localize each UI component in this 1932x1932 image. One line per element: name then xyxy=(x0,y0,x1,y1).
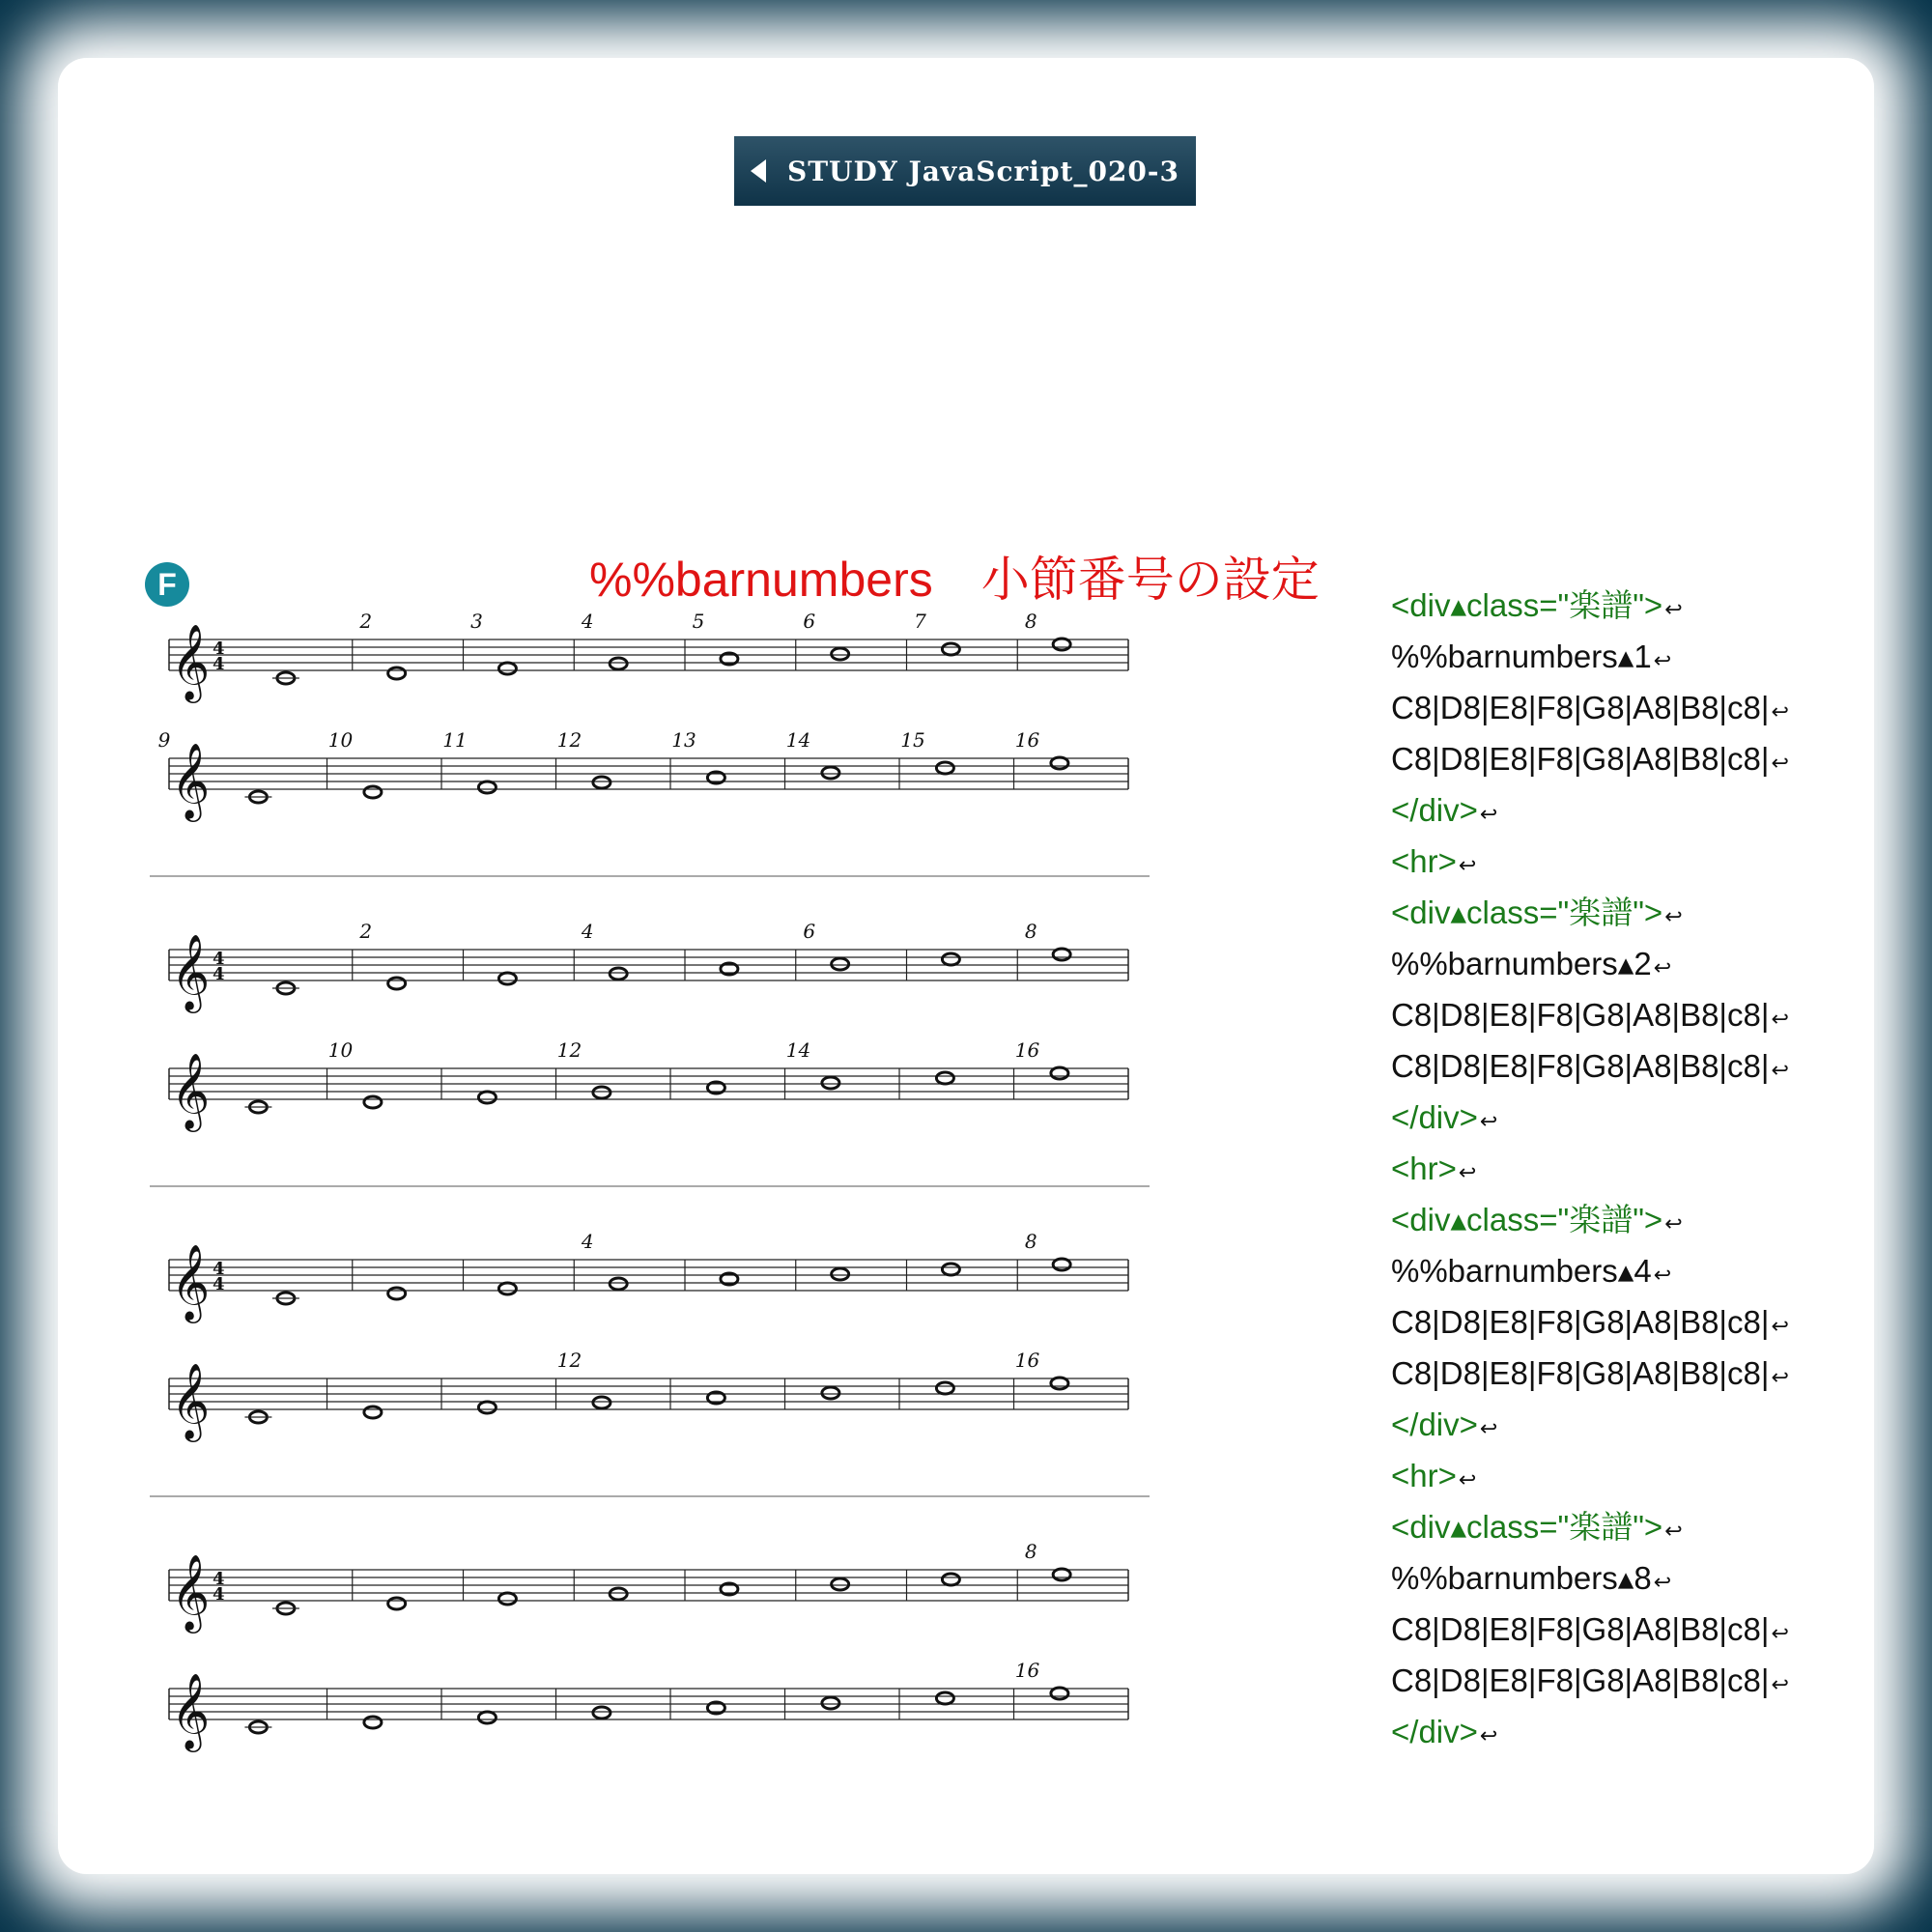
whole-note xyxy=(1053,1259,1070,1270)
return-icon: ↩ xyxy=(1771,1058,1789,1082)
treble-clef-icon: 𝄞 xyxy=(171,934,211,1010)
code-line xyxy=(1391,836,1789,887)
whole-note xyxy=(364,1406,382,1418)
return-icon: ↩ xyxy=(1653,1570,1672,1594)
bar-number: 2 xyxy=(359,610,373,633)
treble-clef-icon: 𝄞 xyxy=(171,743,211,819)
bar-number: 7 xyxy=(914,610,926,633)
code-line-text: C8|D8|E8|F8|G8|A8|B8|c8| xyxy=(1391,1611,1770,1647)
code-line-text: C8|D8|E8|F8|G8|A8|B8|c8| xyxy=(1391,741,1770,777)
return-icon: ↩ xyxy=(1771,1672,1789,1696)
whole-note xyxy=(478,1092,496,1103)
code-line xyxy=(1391,1399,1789,1450)
code-line xyxy=(1391,1655,1789,1706)
code-line-text: %%barnumbers▴2 xyxy=(1391,946,1652,981)
treble-clef-icon: 𝄞 xyxy=(171,624,211,700)
code-line-text: <div▴class="楽譜"> xyxy=(1391,587,1663,623)
bar-number: 8 xyxy=(1024,610,1037,633)
whole-note xyxy=(822,1697,839,1709)
code-line-text: C8|D8|E8|F8|G8|A8|B8|c8| xyxy=(1391,997,1770,1033)
whole-note xyxy=(822,1077,839,1089)
code-line-text: C8|D8|E8|F8|G8|A8|B8|c8| xyxy=(1391,1662,1770,1698)
time-signature-bottom: 4 xyxy=(213,1274,225,1294)
triangle-left-icon xyxy=(751,159,766,183)
time-signature-top: 4 xyxy=(213,639,225,659)
return-icon: ↩ xyxy=(1653,648,1672,672)
return-icon: ↩ xyxy=(1771,1621,1789,1645)
whole-note xyxy=(364,1717,382,1728)
time-signature-bottom: 4 xyxy=(213,964,225,984)
code-line xyxy=(1391,1604,1789,1655)
whole-note xyxy=(478,1712,496,1723)
return-icon: ↩ xyxy=(1479,1723,1498,1747)
bar-number: 11 xyxy=(442,728,468,752)
whole-note xyxy=(832,958,849,970)
code-line-text: <div▴class="楽譜"> xyxy=(1391,1202,1663,1237)
bar-number: 14 xyxy=(785,1038,811,1062)
return-icon: ↩ xyxy=(1458,1467,1477,1492)
whole-note xyxy=(610,658,627,669)
code-line-text: C8|D8|E8|F8|G8|A8|B8|c8| xyxy=(1391,1355,1770,1391)
whole-note xyxy=(610,1588,627,1600)
bar-number: 16 xyxy=(1014,1038,1040,1062)
whole-note xyxy=(936,1072,953,1084)
bar-number: 16 xyxy=(1014,1659,1040,1682)
bar-number: 6 xyxy=(803,920,816,943)
bar-number: 3 xyxy=(470,610,483,633)
return-icon: ↩ xyxy=(1771,699,1789,724)
time-signature-top: 4 xyxy=(213,1259,225,1279)
bar-number: 10 xyxy=(327,728,354,752)
whole-note xyxy=(1051,757,1068,769)
whole-note xyxy=(832,648,849,660)
time-signature-bottom: 4 xyxy=(213,1584,225,1605)
time-signature-top: 4 xyxy=(213,1569,225,1589)
bar-number: 13 xyxy=(671,728,696,752)
whole-note xyxy=(942,1574,959,1585)
code-line xyxy=(1391,784,1789,836)
section-badge: F xyxy=(145,562,189,607)
code-line-text: <div▴class="楽譜"> xyxy=(1391,1509,1663,1545)
code-line-text: </div> xyxy=(1391,1714,1478,1749)
time-signature-top: 4 xyxy=(213,949,225,969)
whole-note xyxy=(822,767,839,779)
whole-note xyxy=(498,1283,516,1294)
code-line xyxy=(1391,1450,1789,1501)
code-line xyxy=(1391,580,1789,631)
study-button-label: STUDY JavaScript_020-3 xyxy=(786,155,1179,187)
code-line xyxy=(1391,1245,1789,1296)
return-icon: ↩ xyxy=(1479,1416,1498,1440)
return-icon: ↩ xyxy=(1664,1519,1683,1543)
code-line-text: </div> xyxy=(1391,1099,1478,1135)
bar-number: 15 xyxy=(900,728,925,752)
return-icon: ↩ xyxy=(1479,1109,1498,1133)
bar-number: 4 xyxy=(581,610,594,633)
whole-note xyxy=(942,643,959,655)
code-line-text: C8|D8|E8|F8|G8|A8|B8|c8| xyxy=(1391,1304,1770,1340)
whole-note xyxy=(498,1593,516,1605)
code-line xyxy=(1391,887,1789,938)
code-listing xyxy=(1391,580,1789,1757)
code-line xyxy=(1391,938,1789,989)
code-line-text: <hr> xyxy=(1391,1458,1457,1493)
return-icon: ↩ xyxy=(1664,1211,1683,1236)
whole-note xyxy=(593,1397,611,1408)
whole-note xyxy=(942,953,959,965)
bar-number: 9 xyxy=(157,728,171,752)
code-line xyxy=(1391,1501,1789,1552)
return-icon: ↩ xyxy=(1653,955,1672,980)
bar-number: 12 xyxy=(556,1349,582,1372)
whole-note xyxy=(593,1087,611,1098)
whole-note xyxy=(1051,1378,1068,1389)
study-back-button[interactable] xyxy=(734,136,1196,206)
whole-note xyxy=(832,1268,849,1280)
whole-note xyxy=(478,781,496,793)
whole-note xyxy=(478,1402,496,1413)
return-icon: ↩ xyxy=(1664,597,1683,621)
return-icon: ↩ xyxy=(1458,853,1477,877)
whole-note xyxy=(822,1387,839,1399)
code-line-text: <div▴class="楽譜"> xyxy=(1391,895,1663,930)
whole-note xyxy=(1051,1067,1068,1079)
code-line-text: %%barnumbers▴4 xyxy=(1391,1253,1652,1289)
whole-note xyxy=(388,668,406,679)
whole-note xyxy=(1051,1688,1068,1699)
whole-note xyxy=(1053,639,1070,650)
music-score xyxy=(135,599,1159,1758)
treble-clef-icon: 𝄞 xyxy=(171,1554,211,1631)
whole-note xyxy=(593,777,611,788)
code-line xyxy=(1391,1092,1789,1143)
bar-number: 8 xyxy=(1024,1230,1037,1253)
bar-number: 16 xyxy=(1014,728,1040,752)
whole-note xyxy=(388,1598,406,1609)
code-line xyxy=(1391,682,1789,733)
code-line xyxy=(1391,1194,1789,1245)
treble-clef-icon: 𝄞 xyxy=(171,1363,211,1439)
code-line-text: C8|D8|E8|F8|G8|A8|B8|c8| xyxy=(1391,690,1770,725)
whole-note xyxy=(942,1264,959,1275)
code-line xyxy=(1391,631,1789,682)
bar-number: 8 xyxy=(1024,920,1037,943)
bar-number: 14 xyxy=(785,728,811,752)
whole-note xyxy=(1053,1569,1070,1580)
code-line-text: %%barnumbers▴8 xyxy=(1391,1560,1652,1596)
return-icon: ↩ xyxy=(1771,1314,1789,1338)
code-line-text: C8|D8|E8|F8|G8|A8|B8|c8| xyxy=(1391,1048,1770,1084)
whole-note xyxy=(498,973,516,984)
code-line-text: <hr> xyxy=(1391,843,1457,879)
bar-number: 16 xyxy=(1014,1349,1040,1372)
code-line xyxy=(1391,733,1789,784)
whole-note xyxy=(610,968,627,980)
bar-number: 8 xyxy=(1024,1540,1037,1563)
whole-note xyxy=(593,1707,611,1719)
return-icon: ↩ xyxy=(1771,1365,1789,1389)
bar-number: 5 xyxy=(692,610,705,633)
whole-note xyxy=(498,663,516,674)
bar-number: 4 xyxy=(581,1230,594,1253)
code-line-text: </div> xyxy=(1391,1406,1478,1442)
return-icon: ↩ xyxy=(1664,904,1683,928)
page-heading: %%barnumbers 小節番号の設定 xyxy=(589,553,1320,607)
treble-clef-icon: 𝄞 xyxy=(171,1244,211,1321)
return-icon: ↩ xyxy=(1479,802,1498,826)
whole-note xyxy=(610,1278,627,1290)
code-line-text: <hr> xyxy=(1391,1151,1457,1186)
whole-note xyxy=(388,978,406,989)
whole-note xyxy=(364,786,382,798)
bar-number: 2 xyxy=(359,920,373,943)
code-line xyxy=(1391,1706,1789,1757)
bar-number: 12 xyxy=(556,728,582,752)
code-line xyxy=(1391,1552,1789,1604)
time-signature-bottom: 4 xyxy=(213,654,225,674)
whole-note xyxy=(936,1692,953,1704)
code-line xyxy=(1391,1296,1789,1348)
whole-note xyxy=(1053,949,1070,960)
whole-note xyxy=(388,1288,406,1299)
code-line xyxy=(1391,1143,1789,1194)
bar-number: 10 xyxy=(327,1038,354,1062)
return-icon: ↩ xyxy=(1771,1007,1789,1031)
code-line-text: %%barnumbers▴1 xyxy=(1391,639,1652,674)
return-icon: ↩ xyxy=(1458,1160,1477,1184)
code-line xyxy=(1391,1348,1789,1399)
return-icon: ↩ xyxy=(1653,1263,1672,1287)
treble-clef-icon: 𝄞 xyxy=(171,1673,211,1749)
whole-note xyxy=(936,1382,953,1394)
code-line xyxy=(1391,1040,1789,1092)
whole-note xyxy=(936,762,953,774)
code-line xyxy=(1391,989,1789,1040)
code-line-text: </div> xyxy=(1391,792,1478,828)
bar-number: 6 xyxy=(803,610,816,633)
return-icon: ↩ xyxy=(1771,751,1789,775)
whole-note xyxy=(364,1096,382,1108)
bar-number: 4 xyxy=(581,920,594,943)
bar-number: 12 xyxy=(556,1038,582,1062)
whole-note xyxy=(832,1578,849,1590)
treble-clef-icon: 𝄞 xyxy=(171,1053,211,1129)
